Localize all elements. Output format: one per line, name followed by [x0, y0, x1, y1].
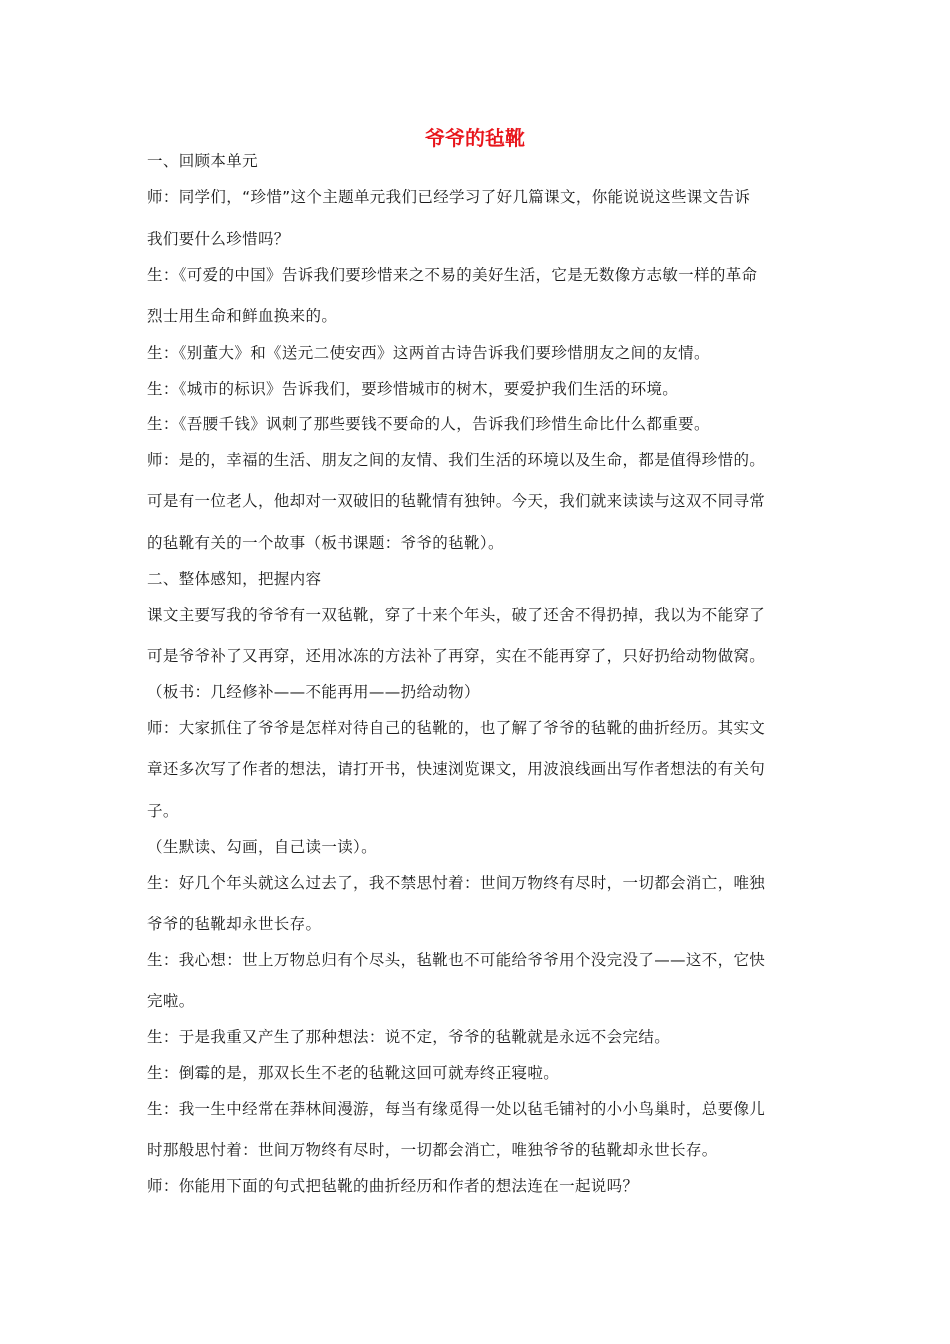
paragraph-line: 生：好几个年头就这么过去了，我不禁思忖着：世间万物终有尽时，一切都会消亡，唯独: [147, 874, 766, 892]
paragraph-line: 可是有一位老人，他却对一双破旧的毡靴情有独钟。今天，我们就来读读与这双不同寻常: [147, 492, 766, 510]
paragraph-line: 的毡靴有关的一个故事（板书课题：爷爷的毡靴）。: [147, 534, 504, 552]
paragraph-line: 章还多次写了作者的想法，请打开书，快速浏览课文，用波浪线画出写作者想法的有关句: [147, 760, 766, 778]
paragraph-line: 生：我心想：世上万物总归有个尽头，毡靴也不可能给爷爷用个没完没了——这不，它快: [147, 951, 766, 969]
section-heading-review: 一、回顾本单元: [147, 152, 258, 170]
paragraph-line: 师：大家抓住了爷爷是怎样对待自己的毡靴的，也了解了爷爷的毡靴的曲折经历。其实文: [147, 719, 766, 737]
paragraph-line: 我们要什么珍惜吗？: [147, 230, 290, 248]
paragraph-line: （生默读、勾画，自己读一读）。: [147, 838, 378, 856]
paragraph-line: 师：同学们，“珍惜”这个主题单元我们已经学习了好几篇课文，你能说说这些课文告诉: [147, 188, 751, 206]
paragraph-line: 爷爷的毡靴却永世长存。: [147, 915, 322, 933]
paragraph-line: 生：于是我重又产生了那种想法：说不定，爷爷的毡靴就是永远不会完结。: [147, 1028, 671, 1046]
paragraph-line: 可是爷爷补了又再穿，还用冰冻的方法补了再穿，实在不能再穿了，只好扔给动物做窝。: [147, 647, 766, 665]
paragraph-line: 生：倒霉的是，那双长生不老的毡靴这回可就寿终正寝啦。: [147, 1064, 560, 1082]
paragraph-line: 时那般思忖着：世间万物终有尽时，一切都会消亡，唯独爷爷的毡靴却永世长存。: [147, 1141, 718, 1159]
document-title: 爷爷的毡靴: [425, 126, 525, 150]
paragraph-line: 生：《城市的标识》告诉我们，要珍惜城市的树木，要爱护我们生活的环境。: [147, 380, 679, 398]
paragraph-line: 师：你能用下面的句式把毡靴的曲折经历和作者的想法连在一起说吗？: [147, 1177, 639, 1195]
paragraph-line: 课文主要写我的爷爷有一双毡靴，穿了十来个年头，破了还舍不得扔掉，我以为不能穿了: [147, 606, 766, 624]
paragraph-line: 子。: [147, 802, 179, 820]
paragraph-line: （板书：几经修补——不能再用——扔给动物）: [147, 683, 480, 701]
paragraph-line: 师：是的，幸福的生活、朋友之间的友情、我们生活的环境以及生命，都是值得珍惜的。: [147, 451, 766, 469]
paragraph-line: 完啦。: [147, 992, 195, 1010]
paragraph-line: 烈士用生命和鲜血换来的。: [147, 307, 338, 325]
paragraph-line: 生：我一生中经常在莽林间漫游，每当有缘觅得一处以毡毛铺衬的小小鸟巢时，总要像儿: [147, 1100, 766, 1118]
section-heading-overview: 二、整体感知，把握内容: [147, 570, 322, 588]
paragraph-line: 生：《别董大》和《送元二使安西》这两首古诗告诉我们要珍惜朋友之间的友情。: [147, 344, 710, 362]
paragraph-line: 生：《可爱的中国》告诉我们要珍惜来之不易的美好生活，它是无数像方志敏一样的革命: [147, 266, 758, 284]
paragraph-line: 生：《吾腰千钱》讽刺了那些要钱不要命的人，告诉我们珍惜生命比什么都重要。: [147, 415, 710, 433]
